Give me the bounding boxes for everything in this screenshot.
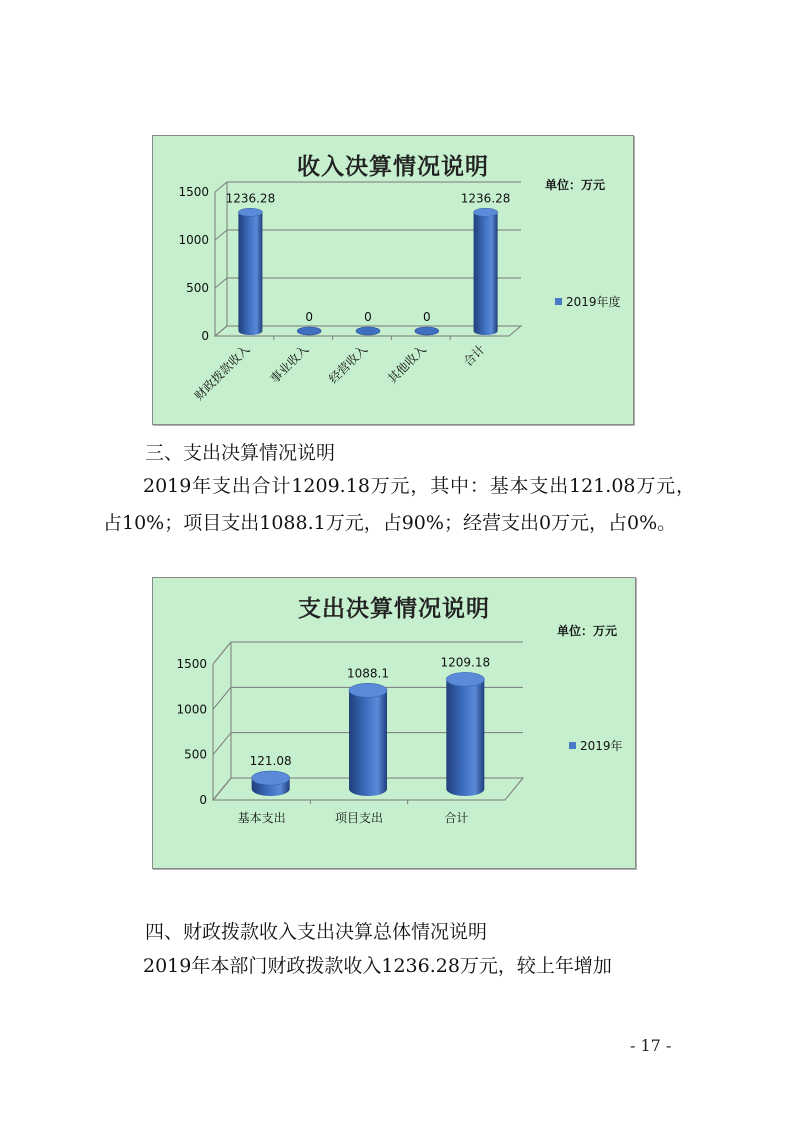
bar-4 — [474, 212, 498, 335]
section4-heading: 四、财政拨款收入支出决算总体情况说明 — [145, 921, 488, 943]
side-gridline-2 — [215, 230, 227, 240]
value-label-2: 1209.18 — [440, 655, 491, 670]
expense-chart-title: 支出决算情况说明 — [298, 596, 490, 622]
side-gridline-1 — [213, 733, 231, 755]
bar-2 — [446, 679, 484, 796]
value-label-0: 121.08 — [249, 754, 292, 769]
category-label-1: 事业收入 — [267, 342, 312, 387]
expense-legend-label: 2019年 — [580, 739, 623, 753]
bar-top-0 — [238, 208, 262, 216]
expense-chart-legend — [569, 737, 623, 754]
section3-heading: 三、支出决算情况说明 — [145, 442, 336, 464]
expense-chart-unit: 单位：万元 — [557, 624, 618, 638]
y-tick-label-0: 0 — [201, 329, 209, 343]
category-label-3: 其他收入 — [385, 342, 429, 387]
side-gridline-1 — [215, 278, 227, 288]
value-label-0: 1236.28 — [225, 191, 276, 206]
side-gridline-3 — [213, 642, 231, 664]
income-legend-label: 2019年度 — [566, 295, 621, 309]
bar-0 — [238, 212, 262, 335]
bar-3 — [415, 327, 439, 335]
section3-paragraph: 2019年支出合计1209.18万元，其中：基本支出121.08万元，占10%；项目支出1088.1万元，占90%；经营支出0万元，占0%。 — [103, 475, 695, 534]
income-chart — [152, 135, 634, 425]
income-chart-unit: 单位：万元 — [545, 178, 606, 192]
bar-1 — [349, 690, 387, 796]
y-tick-label-3: 1500 — [178, 185, 209, 199]
y-tick-label-2: 1000 — [178, 233, 209, 247]
income-chart-legend — [555, 293, 621, 310]
category-label-0: 基本支出 — [237, 811, 286, 825]
category-label-0: 财政拨款收入 — [191, 342, 253, 404]
expense-chart — [152, 577, 636, 869]
category-label-2: 合计 — [444, 811, 469, 825]
page-number: - 17 - — [630, 1036, 672, 1055]
value-label-3: 0 — [422, 310, 431, 324]
bar-2 — [356, 327, 380, 335]
y-tick-label-1: 500 — [186, 281, 209, 295]
income-chart-title: 收入决算情况说明 — [297, 154, 489, 180]
bar-top-1 — [349, 683, 387, 697]
value-label-1: 1088.1 — [347, 666, 389, 681]
y-tick-label-2: 1000 — [176, 702, 207, 717]
legend-swatch-icon — [555, 298, 562, 305]
value-label-4: 1236.28 — [460, 191, 511, 206]
category-label-1: 项目支出 — [334, 811, 384, 825]
bar-top-4 — [474, 208, 498, 216]
value-label-2: 0 — [364, 310, 372, 324]
y-tick-label-0: 0 — [199, 793, 207, 807]
side-gridline-2 — [213, 687, 231, 709]
category-label-4: 合计 — [460, 342, 488, 370]
value-label-1: 0 — [305, 310, 314, 324]
category-label-2: 经营收入 — [326, 342, 371, 387]
y-tick-label-3: 1500 — [176, 657, 207, 671]
y-tick-label-1: 500 — [184, 747, 207, 762]
bar-1 — [297, 327, 321, 335]
bar-top-2 — [446, 672, 484, 686]
bar-top-0 — [252, 771, 290, 785]
section4-paragraph: 2019年本部门财政拨款收入1236.28万元，较上年增加 — [143, 955, 612, 977]
legend-swatch-icon — [569, 742, 576, 749]
